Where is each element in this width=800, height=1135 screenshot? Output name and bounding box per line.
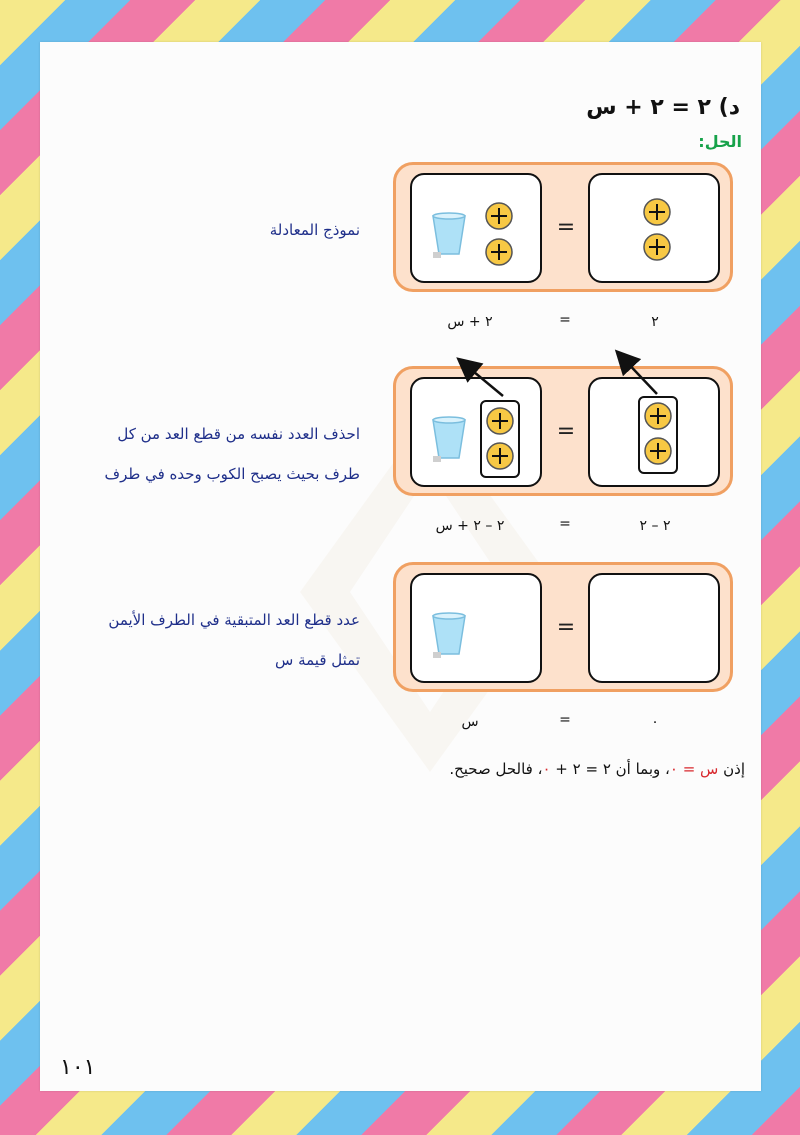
equals-caption: = [559, 712, 571, 728]
cup-icon [430, 416, 468, 462]
equation-model-step-3 [393, 562, 733, 692]
step-2-description [105, 414, 360, 494]
conclusion-part: ، فالحل صحيح. [449, 760, 543, 778]
description-line: تمثل قيمة س [275, 651, 360, 669]
plus-counter-icon [643, 436, 673, 466]
cup-icon [430, 612, 468, 658]
right-side-expression: ٢ – ٢ [639, 518, 671, 534]
plus-counter-icon [643, 401, 673, 431]
right-side-expression: ٢ [651, 314, 659, 330]
equals-sign: = [556, 419, 576, 444]
description-line: طرف بحيث يصبح الكوب وحده في طرف [104, 465, 360, 483]
equals-sign: = [556, 615, 576, 640]
step-1-description [270, 210, 360, 250]
left-panel [410, 377, 542, 487]
right-side-expression: ٠ [651, 714, 659, 730]
equation-model-step-1 [393, 162, 733, 292]
solution-value: س = ٠ [669, 760, 719, 778]
plus-counter-icon [642, 197, 672, 227]
equals-caption: = [559, 312, 571, 328]
description-line: نموذج المعادلة [269, 221, 360, 239]
left-side-expression: ٢ – ٢ + س [435, 518, 505, 534]
exercise-title: د) ٢ = ٢ + س [586, 95, 740, 120]
check-value: ٠ [542, 760, 551, 778]
description-line: احذف العدد نفسه من قطع العد من كل [117, 425, 360, 443]
conclusion-text [449, 760, 745, 778]
right-panel [588, 173, 720, 283]
plus-counter-icon [485, 406, 515, 436]
cup-icon [430, 212, 468, 258]
plus-counter-icon [484, 201, 514, 231]
right-panel [588, 377, 720, 487]
solution-label: الحل: [698, 132, 742, 151]
step-3-description [108, 600, 360, 680]
right-panel [588, 573, 720, 683]
plus-counter-icon [642, 232, 672, 262]
conclusion-part: ، وبما أن ٢ = ٢ + [550, 760, 670, 778]
conclusion-part: إذن [718, 760, 745, 778]
plus-counter-icon [485, 441, 515, 471]
page-number: ١٠١ [60, 1055, 96, 1080]
plus-counter-icon [484, 237, 514, 267]
left-side-expression: س [461, 714, 479, 730]
description-line: عدد قطع العد المتبقية في الطرف الأيمن [108, 611, 360, 629]
left-panel [410, 173, 542, 283]
equation-model-step-2 [393, 366, 733, 496]
equals-sign: = [556, 215, 576, 240]
left-panel [410, 573, 542, 683]
equals-caption: = [559, 516, 571, 532]
left-side-expression: ٢ + س [447, 314, 493, 330]
